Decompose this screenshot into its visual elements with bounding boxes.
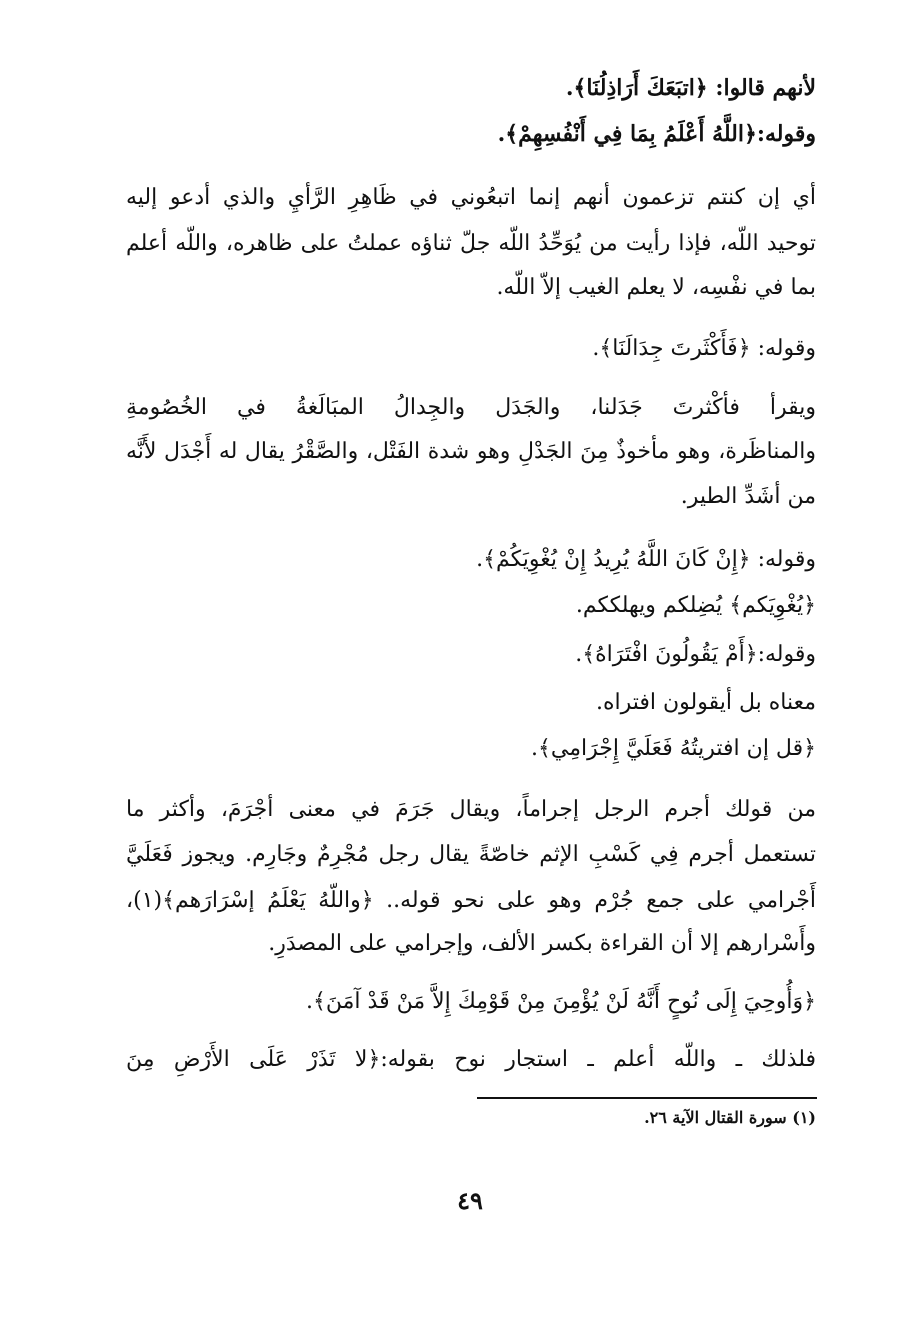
text-line: ويقرأ فأكْثرتَ جَدَلنا، والجَدَل والجِدالُ المبَالَغةُ في الخُصُومةِ <box>126 395 816 420</box>
text-line: ﴿قل إن افتريتُهُ فَعَلَيَّ إِجْرَامِي﴾. <box>531 736 816 761</box>
text-line: ﴿يُغْوِيَكم﴾ يُضِلكم ويهلككم. <box>575 593 816 618</box>
text-line: تستعمل أجرم فِي كَسْبِ الإثم خاصّةً يقال رجل مُجْرِمٌ وجَارِم. ويجوز فَعَلَيَّ <box>126 842 816 867</box>
text-line: وأَسْرارهم إلا أن القراءة بكسر الألف، وإجرامي على المصدَرِ. <box>268 931 816 956</box>
footnote: (١) سورة القتال الآية ٢٦. <box>644 1108 816 1127</box>
text-line: معناه بل أيقولون افتراه. <box>595 690 816 715</box>
text-line: وقوله: ﴿إِنْ كَانَ اللَّهُ يُرِيدُ إِنْ يُغْوِيَكُمْ﴾. <box>476 547 816 572</box>
text-line: توحيد اللّه، فإذا رأيت من يُوَحِّدُ اللّه جلّ ثناؤه عملتُ على ظاهره، واللّه أعلم <box>126 231 816 256</box>
page-number: ٤٩ <box>457 1186 483 1215</box>
text-line: وقوله:﴿أَمْ يَقُولُونَ افْتَرَاهُ﴾. <box>575 642 816 667</box>
text-line: وقوله: ﴿فَأَكْثَرتَ جِدَالَنَا﴾. <box>592 336 816 361</box>
text-line: والمناظَرة، وهو مأخوذٌ مِنَ الجَدْلِ وهو شدة الفَتْل، والصَّقْرُ يقال له أَجْدَل لأَنَّه <box>126 439 816 464</box>
text-line: أَجْرامي على جمع جُرْم وهو على نحو قوله.. ﴿واللّهُ يَعْلَمُ إسْرَارَهم﴾(١)، <box>126 888 817 913</box>
text-line: أي إن كنتم تزعمون أنهم إنما اتبعُوني في ظَاهِرِ الرَّأيِ والذي أدعو إليه <box>126 185 816 210</box>
text-line: بما في نفْسِه، لا يعلم الغيب إلاّ اللّه. <box>496 275 816 300</box>
text-line: فلذلك ـ واللّه أعلم ـ استجار نوح بقوله:﴿لا تَذَرْ عَلَى الأَرْضِ مِنَ <box>126 1047 816 1072</box>
text-line: من أشَدِّ الطير. <box>680 484 816 509</box>
footnote-separator <box>477 1097 817 1099</box>
text-line: لأنهم قالوا: ﴿اتبَعَكَ أَرَاذِلُنَا﴾. <box>565 75 816 101</box>
text-line: وقوله:﴿اللَّهُ أَعْلَمُ بِمَا فِي أَنْفُسِهِمْ﴾. <box>497 121 816 147</box>
text-line: ﴿وَأُوحِيَ إِلَى نُوحٍ أَنَّهُ لَنْ يُؤْمِنَ مِنْ قَوْمِكَ إِلاَّ مَنْ قَدْ آمَنَ﴾. <box>306 989 816 1014</box>
text-line: من قولك أجرم الرجل إجراماً، ويقال جَرَمَ في معنى أجْرَمَ، وأكثر ما <box>126 797 817 822</box>
